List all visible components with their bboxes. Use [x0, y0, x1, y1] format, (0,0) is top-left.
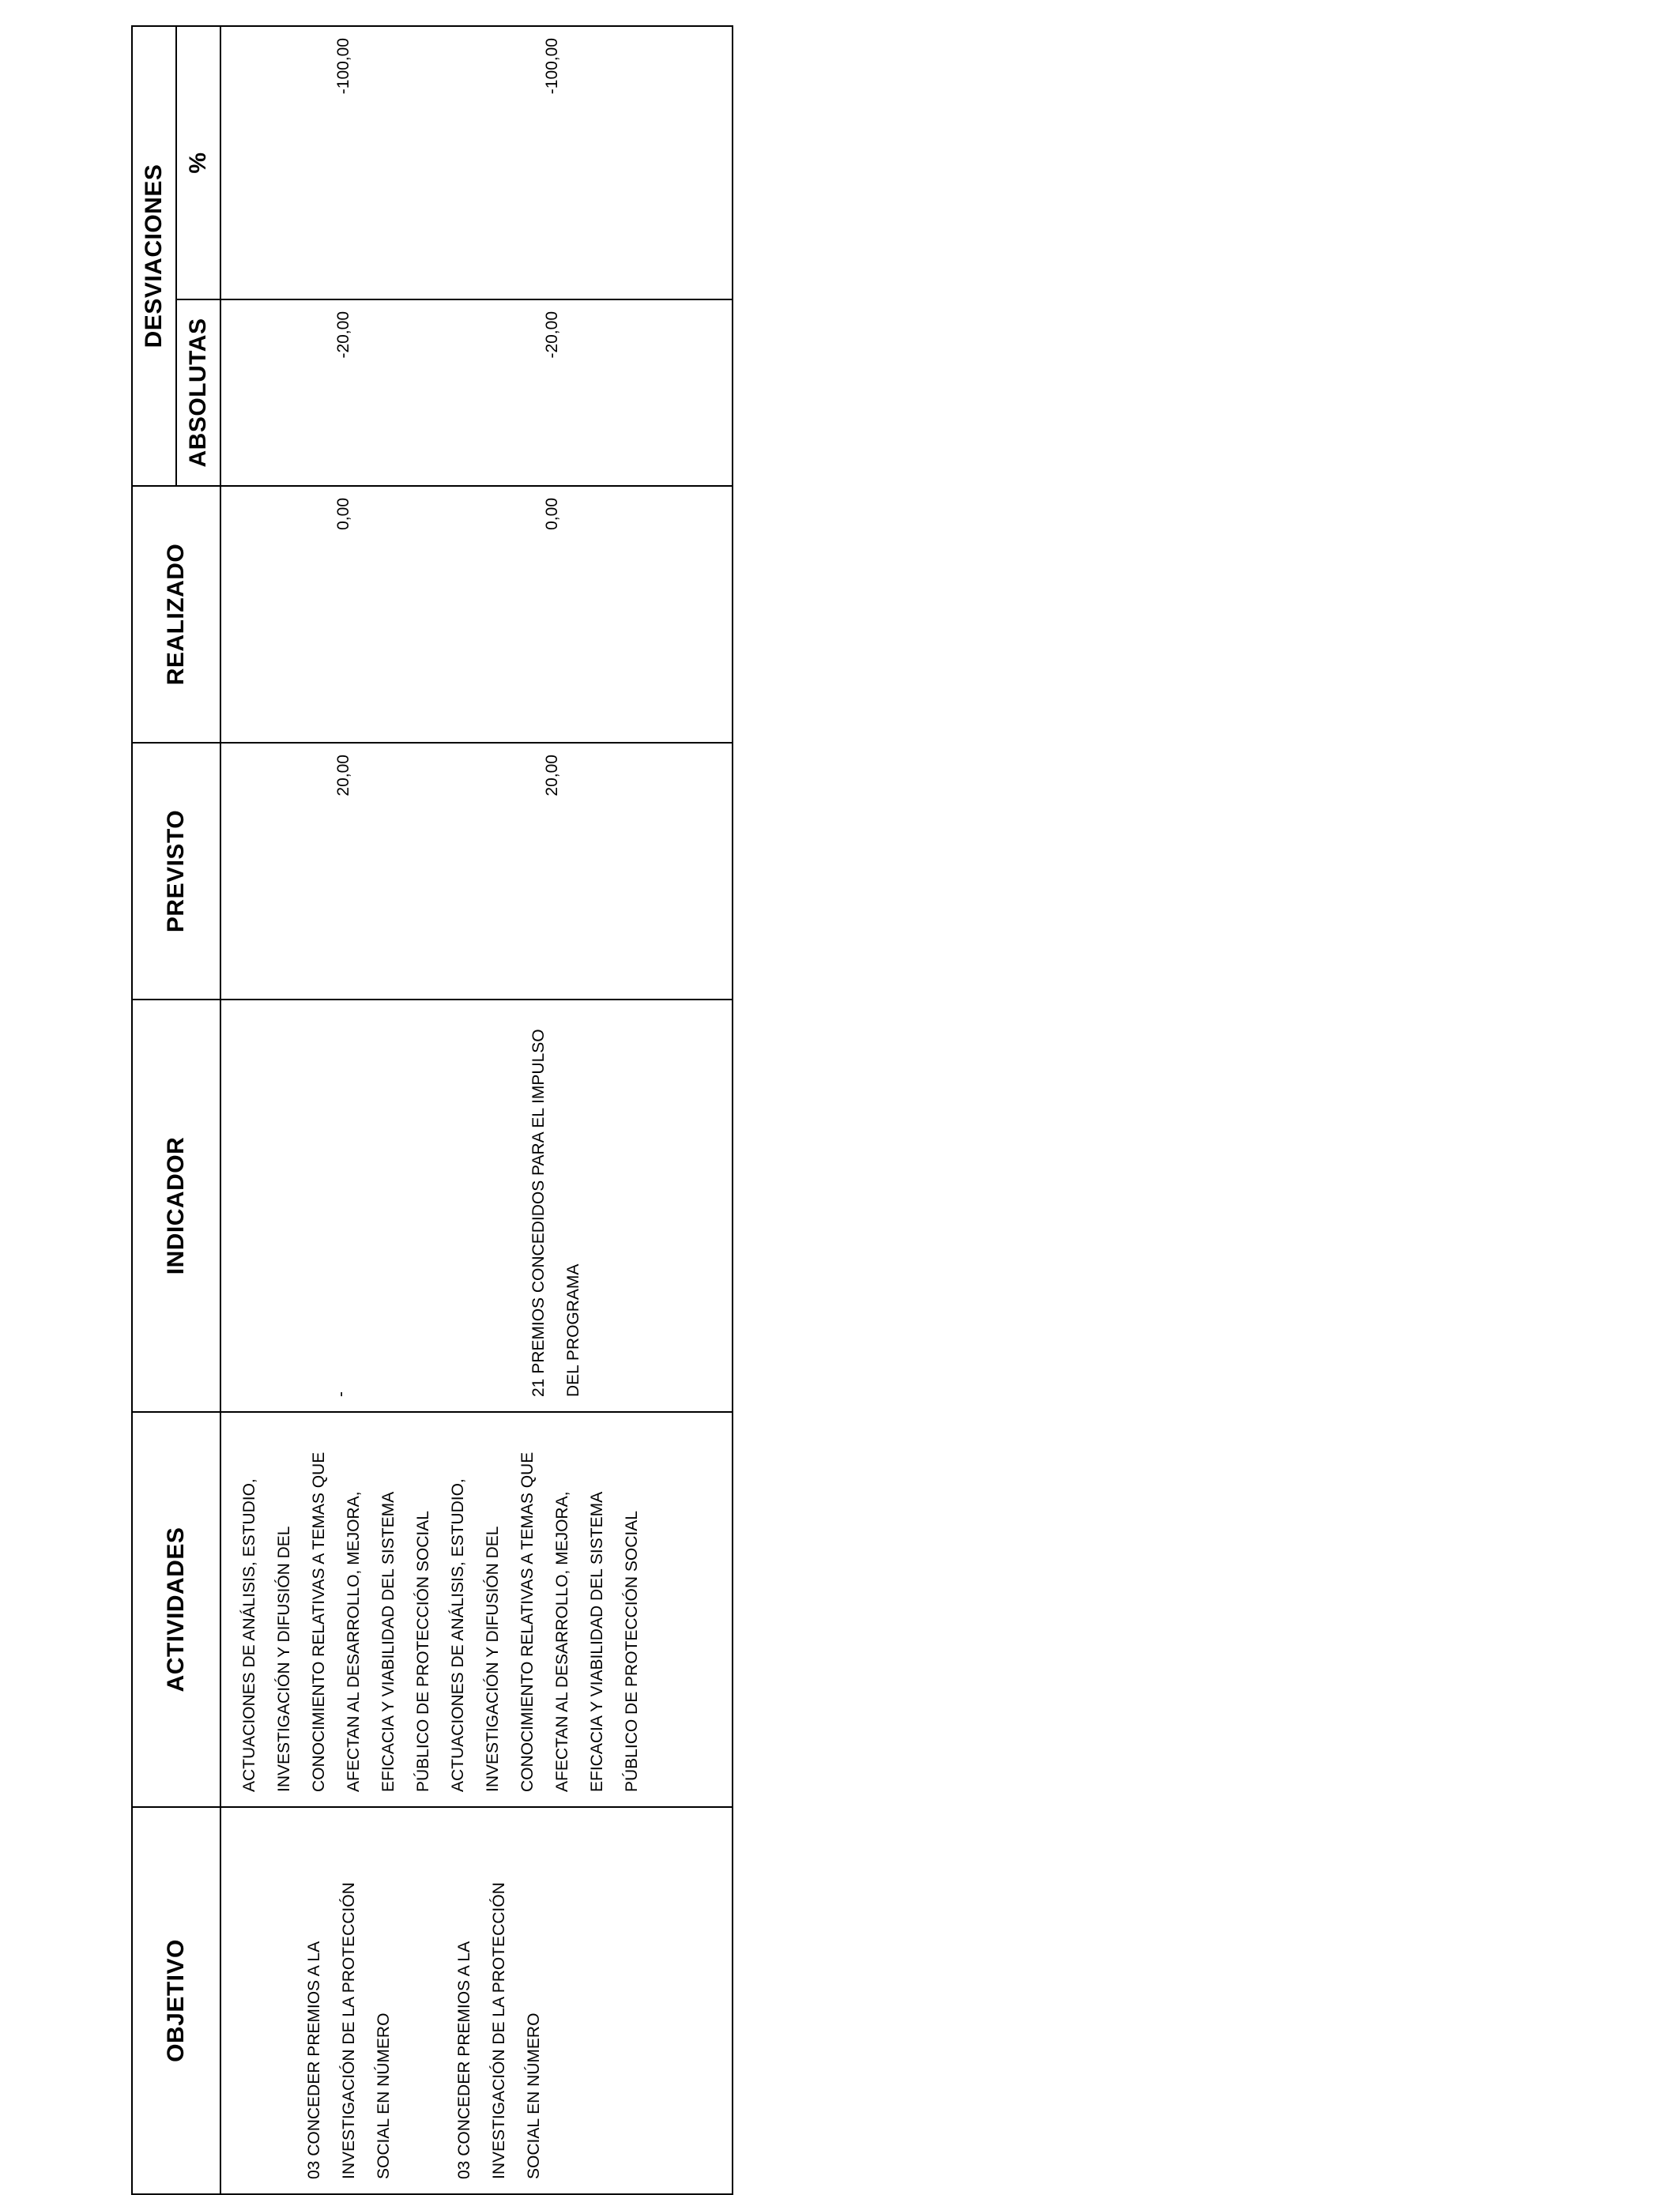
previsto-row-1: 20,00: [334, 755, 352, 796]
absolutas-row-1: -20,00: [334, 311, 352, 359]
header-actividades: ACTIVIDADES: [132, 1412, 220, 1807]
objetivo-row-1: 03 CONCEDER PREMIOS A LA INVESTIGACIÓN DE LA PROTECCIÓN SOCIAL EN NÚMERO: [305, 1882, 393, 2179]
indicador-cell: [220, 1000, 733, 1412]
previsto-row-2: 20,00: [543, 755, 561, 796]
header-desviaciones: DESVIACIONES: [132, 26, 176, 486]
indicador-row-2: 21 PREMIOS CONCEDIDOS PARA EL IMPULSO DEL PROGRAMA: [529, 1029, 582, 1397]
porcentaje-row-1: -100,00: [334, 38, 352, 95]
objetivo-row-2: 03 CONCEDER PREMIOS A LA INVESTIGACIÓN DE LA PROTECCIÓN SOCIAL EN NÚMERO: [455, 1882, 543, 2179]
rotated-table-page: [131, 27, 732, 2195]
absolutas-row-2: -20,00: [543, 311, 561, 359]
header-porcentaje: %: [176, 26, 220, 299]
actividades-cell: [220, 1412, 733, 1807]
porcentaje-cell: [220, 26, 733, 299]
header-absolutas: ABSOLUTAS: [176, 299, 220, 486]
header-indicador: INDICADOR: [132, 1000, 220, 1412]
porcentaje-row-2: -100,00: [543, 38, 561, 95]
realizado-row-2: 0,00: [543, 498, 561, 530]
objectives-table: [131, 25, 733, 2195]
realizado-cell: [220, 486, 733, 743]
actividades-row-2: ACTUACIONES DE ANÁLISIS, ESTUDIO, INVESTIGACIÓN Y DIFUSIÓN DEL CONOCIMIENTO RELATIVAS A TEMAS QUE AFECTAN AL DESARROLLO, MEJORA, EFICACIA Y VIABILIDAD DEL SISTEMA PÚBLICO DE PROTECCIÓN SOCIAL: [449, 1451, 641, 1792]
header-realizado: REALIZADO: [132, 486, 220, 743]
header-previsto: PREVISTO: [132, 743, 220, 1000]
previsto-cell: [220, 743, 733, 1000]
realizado-row-1: 0,00: [334, 498, 352, 530]
actividades-row-1: ACTUACIONES DE ANÁLISIS, ESTUDIO, INVESTIGACIÓN Y DIFUSIÓN DEL CONOCIMIENTO RELATIVAS A TEMAS QUE AFECTAN AL DESARROLLO, MEJORA, EFICACIA Y VIABILIDAD DEL SISTEMA PÚBLICO DE PROTECCIÓN SOCIAL: [240, 1451, 432, 1792]
indicador-row-1: -: [332, 1391, 350, 1397]
header-objetivo: OBJETIVO: [132, 1807, 220, 2194]
objetivo-cell: [220, 1807, 733, 2194]
absolutas-cell: [220, 299, 733, 486]
